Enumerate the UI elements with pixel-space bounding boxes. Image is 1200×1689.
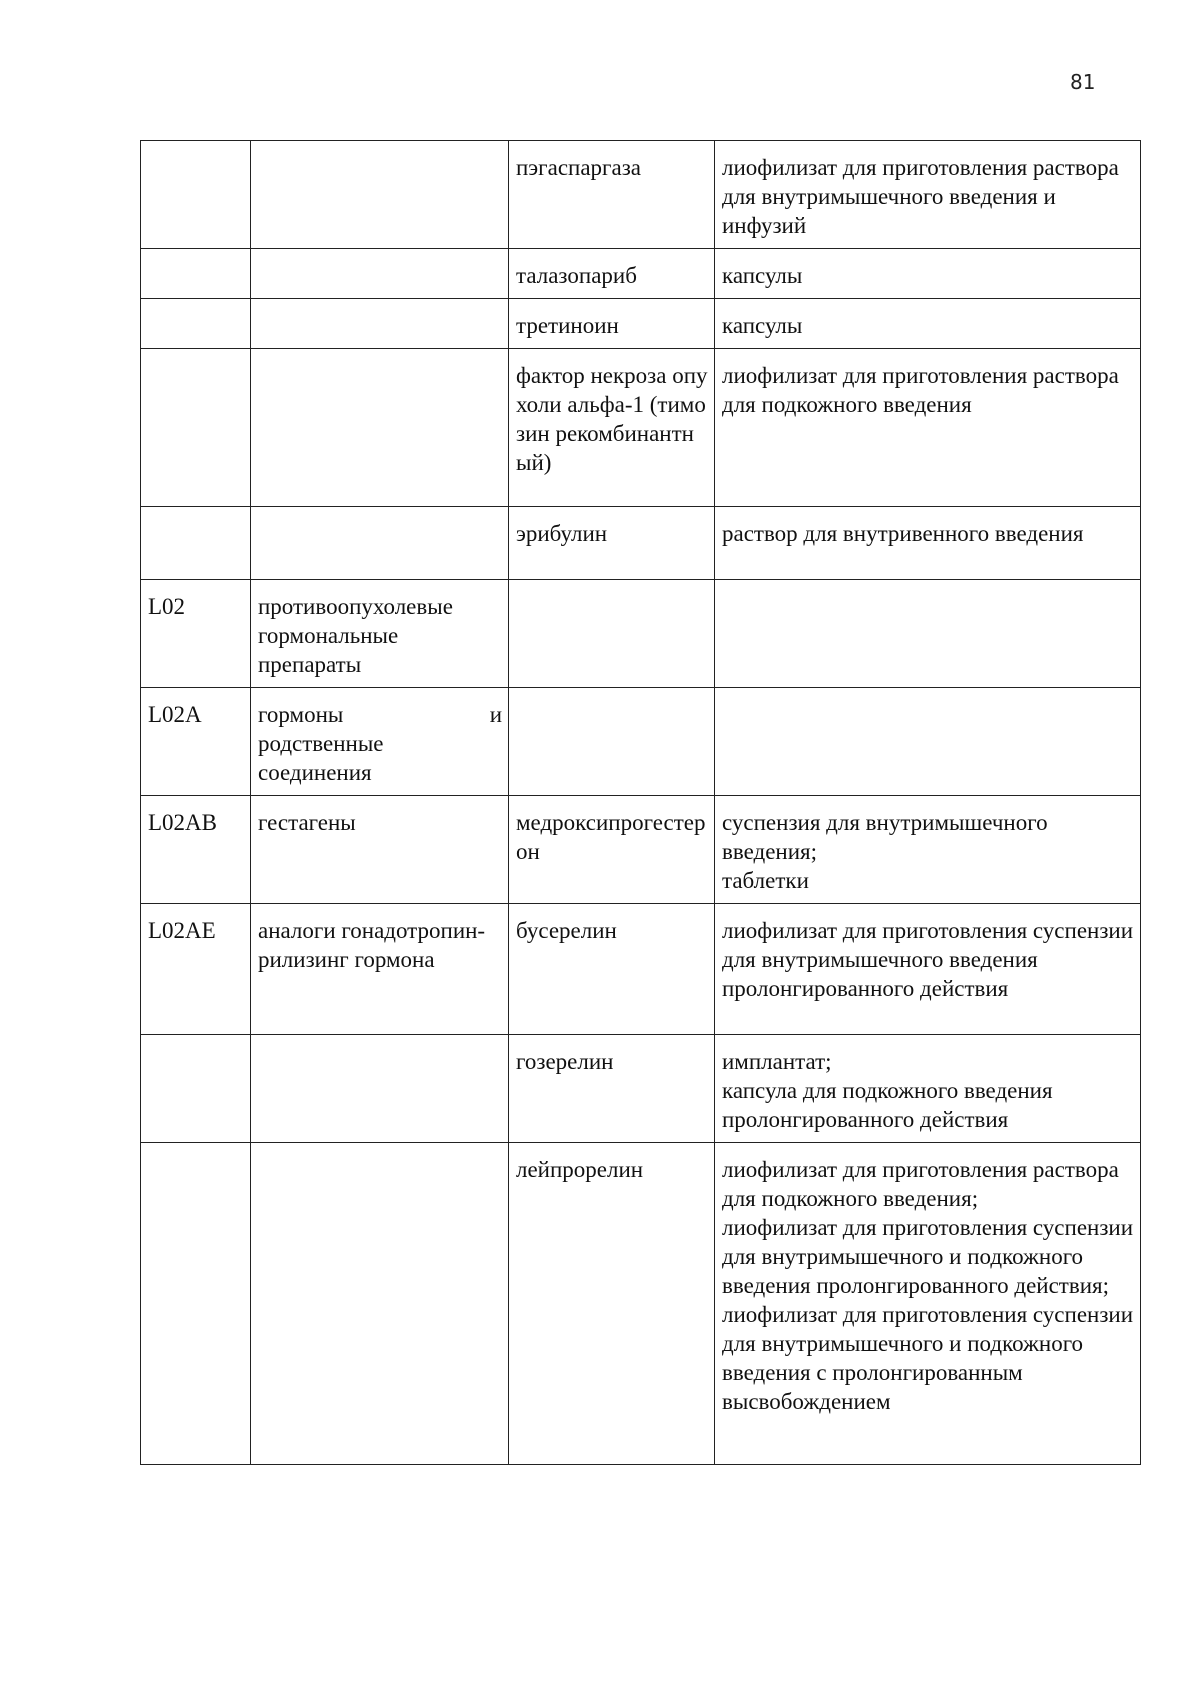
- drug-name-cell: третиноин: [509, 299, 715, 349]
- dosage-form-cell: [715, 1035, 1141, 1143]
- atc-code-cell: [141, 507, 251, 580]
- table-row: [141, 507, 1141, 580]
- dosage-form-text: лиофилизат для приготовления суспензии для внутримышечного введения пролонгированного действия: [722, 918, 1134, 1001]
- dosage-form-text: раствор для внутривенного введения: [722, 521, 1084, 546]
- drug-name-cell: талазопариб: [509, 249, 715, 299]
- group-name-cell: [251, 141, 509, 249]
- table-row: [141, 580, 1141, 688]
- group-name-cell: [251, 1035, 509, 1143]
- group-name-cell: гестагены: [251, 796, 509, 904]
- drug-name-cell: лейпрорелин: [509, 1143, 715, 1465]
- dosage-form-text: капсулы: [722, 313, 803, 338]
- group-name-cell: [251, 349, 509, 507]
- dosage-form-cell: [715, 299, 1141, 349]
- page-number: 81: [1070, 70, 1096, 94]
- atc-code-cell: [141, 1143, 251, 1465]
- dosage-form-text: таблетки: [722, 868, 809, 893]
- dosage-form-cell: [715, 904, 1141, 1035]
- group-name-cell: аналоги гонадотропин-рилизинг гормона: [251, 904, 509, 1035]
- drug-name-cell: [509, 688, 715, 796]
- atc-code-cell: [141, 249, 251, 299]
- drug-name-cell: пэгаспаргаза: [509, 141, 715, 249]
- group-name-rest: родственные соединения: [258, 731, 384, 785]
- drug-name-cell: бусерелин: [509, 904, 715, 1035]
- dosage-form-text: капсулы: [722, 263, 803, 288]
- table-row: [141, 796, 1141, 904]
- group-name-cell: [251, 688, 509, 796]
- dosage-form-cell: [715, 349, 1141, 507]
- dosage-form-cell: [715, 249, 1141, 299]
- table-row: [141, 1035, 1141, 1143]
- group-name-cell: противоопухолевые гормональные препараты: [251, 580, 509, 688]
- atc-code-cell: L02AE: [141, 904, 251, 1035]
- drug-table: [140, 140, 1141, 1465]
- table-row: [141, 349, 1141, 507]
- dosage-form-text: суспензия для внутримышечного введения;: [722, 810, 1048, 864]
- drug-name-cell: эрибулин: [509, 507, 715, 580]
- atc-code-cell: [141, 299, 251, 349]
- drug-name-cell: [509, 580, 715, 688]
- group-name-cell: [251, 507, 509, 580]
- dosage-form-text: лиофилизат для приготовления раствора для подкожного введения;: [722, 1157, 1119, 1211]
- dosage-form-text: лиофилизат для приготовления суспензии для внутримышечного и подкожного введения пролонгированного действия;: [722, 1215, 1134, 1298]
- dosage-form-cell: [715, 1143, 1141, 1465]
- group-name-cell: [251, 1143, 509, 1465]
- group-name-cell: [251, 249, 509, 299]
- table-row: [141, 249, 1141, 299]
- table-row: [141, 1143, 1141, 1465]
- atc-code-cell: L02: [141, 580, 251, 688]
- drug-name-cell: фактор некроза опухоли альфа-1 (тимозин рекомбинантный): [509, 349, 715, 507]
- table-row: [141, 688, 1141, 796]
- dosage-form-cell: [715, 688, 1141, 796]
- drug-name-cell: гозерелин: [509, 1035, 715, 1143]
- table-row: [141, 904, 1141, 1035]
- dosage-form-text: лиофилизат для приготовления суспензии для внутримышечного и подкожного введения с пролонгированным высвобождением: [722, 1302, 1134, 1414]
- atc-code-cell: L02A: [141, 688, 251, 796]
- atc-code-cell: [141, 141, 251, 249]
- dosage-form-cell: [715, 507, 1141, 580]
- atc-code-cell: [141, 1035, 251, 1143]
- dosage-form-cell: [715, 796, 1141, 904]
- dosage-form-text: капсула для подкожного введения пролонгированного действия: [722, 1078, 1053, 1132]
- atc-code-cell: [141, 349, 251, 507]
- table-row: [141, 141, 1141, 249]
- dosage-form-cell: [715, 580, 1141, 688]
- dosage-form-cell: [715, 141, 1141, 249]
- atc-code-cell: L02AB: [141, 796, 251, 904]
- table-row: [141, 299, 1141, 349]
- group-name-cell: [251, 299, 509, 349]
- drug-name-cell: медроксипрогестерон: [509, 796, 715, 904]
- dosage-form-text: лиофилизат для приготовления раствора для подкожного введения: [722, 363, 1119, 417]
- dosage-form-text: имплантат;: [722, 1049, 832, 1074]
- dosage-form-text: лиофилизат для приготовления раствора для внутримышечного введения и инфузий: [722, 155, 1119, 238]
- group-name-first-line: гормоны и: [258, 702, 502, 727]
